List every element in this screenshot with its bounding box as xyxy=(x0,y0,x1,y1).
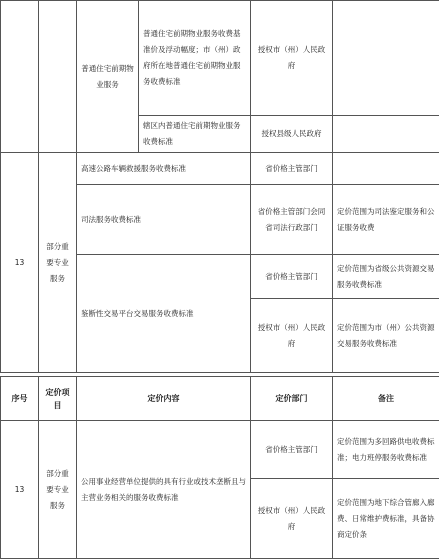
table-row xyxy=(1,421,439,479)
dept-cell: 省价格主管部门 xyxy=(251,153,333,185)
note-cell: 定价范围为司法鉴定服务和公证服务收费 xyxy=(333,185,439,255)
dept-cell: 省价格主管部门 xyxy=(251,421,333,479)
dept-cell: 授权县级人民政府 xyxy=(251,116,333,153)
header-seq: 序号 xyxy=(1,377,39,421)
header-content: 定价内容 xyxy=(77,377,251,421)
note-cell: 定价范围为省级公共资源交易服务收费标准 xyxy=(333,255,439,299)
dept-cell: 授权市（州）人民政府 xyxy=(251,1,333,116)
dept-cell: 授权市（州）人民政府 xyxy=(251,479,333,559)
content-cell: 普通住宅前期物业服务收费基准价及浮动幅度；市（州）政府所在地普通住宅前期物业服务收费标准 xyxy=(139,1,251,116)
dept-cell: 省价格主管部门 xyxy=(251,255,333,299)
dept-cell: 授权市（州）人民政府 xyxy=(251,299,333,373)
item-cell: 部分重要专业服务 xyxy=(39,421,77,559)
content-cell: 公用事业经营单位提供的具有行业或技术垄断且与主营业务相关的服务收费标准 xyxy=(77,421,251,559)
table-row xyxy=(1,153,439,185)
header-row xyxy=(1,377,439,421)
content-cell: 鉴断性交易平台交易服务收费标准 xyxy=(77,255,251,373)
category-cell: 普通住宅前期物业服务 xyxy=(77,1,139,153)
seq-cell: 13 xyxy=(1,153,39,373)
item-cell xyxy=(39,1,77,153)
note-cell xyxy=(333,153,439,185)
header-item: 定价项目 xyxy=(39,377,77,421)
note-cell xyxy=(333,116,439,153)
note-cell: 定价范围为地下综合管廊入廊费、日常维护费标准，具备协商定价条 xyxy=(333,479,439,559)
content-cell: 辖区内普通住宅前期物业服务收费标准 xyxy=(139,116,251,153)
note-cell: 定价范围为市（州）公共资源交易服务收费标准 xyxy=(333,299,439,373)
seq-cell xyxy=(1,1,39,153)
header-note: 备注 xyxy=(333,377,439,421)
item-cell: 部分重要专业服务 xyxy=(39,153,77,373)
table-row xyxy=(1,1,439,116)
content-cell: 司法服务收费标准 xyxy=(77,185,251,255)
table-repeated xyxy=(0,376,439,559)
dept-cell: 省价格主管部门会同省司法行政部门 xyxy=(251,185,333,255)
note-cell: 定价范围为多回路供电收费标准；电力班停服务收费标准 xyxy=(333,421,439,479)
note-cell xyxy=(333,1,439,116)
content-cell: 高速公路车辆救援服务收费标准 xyxy=(77,153,251,185)
header-dept: 定价部门 xyxy=(251,377,333,421)
seq-cell: 13 xyxy=(1,421,39,559)
